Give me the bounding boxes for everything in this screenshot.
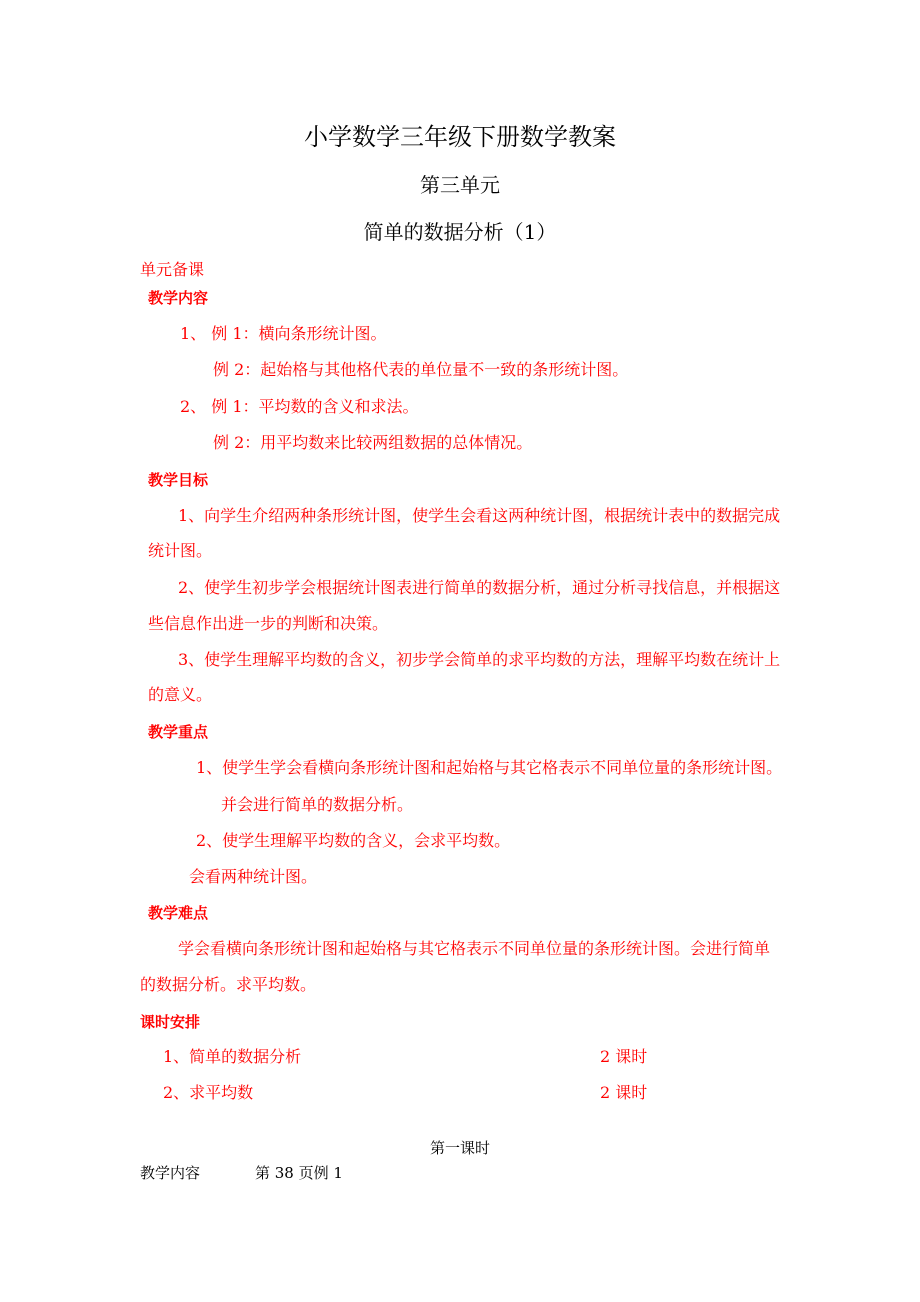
schedule-item-hours: 2 课时 [600, 1083, 648, 1102]
goals-line: 1、向学生介绍两种条形统计图，使学生会看这两种统计图，根据统计表中的数据完成 [178, 506, 781, 525]
schedule-item-name: 2、求平均数 [163, 1083, 254, 1102]
difficulties-line: 的数据分析。求平均数。 [140, 975, 317, 994]
goals-line: 2、使学生初步学会根据统计图表进行简单的数据分析，通过分析寻找信息，并根据这 [178, 578, 781, 597]
difficulties-line: 学会看横向条形统计图和起始格与其它格表示不同单位量的条形统计图。会进行简单 [178, 939, 771, 958]
key-points-heading: 教学重点 [148, 723, 209, 741]
lesson-title: 简单的数据分析（1） [363, 220, 557, 244]
first-lesson-heading: 第一课时 [429, 1139, 490, 1157]
schedule-heading: 课时安排 [140, 1013, 201, 1031]
first-lesson-content-label: 教学内容 [140, 1164, 201, 1182]
content-line: 例 2：起始格与其他格代表的单位量不一致的条形统计图。 [213, 360, 629, 379]
goals-heading: 教学目标 [148, 471, 209, 489]
goals-line: 统计图。 [148, 541, 213, 560]
goals-line: 3、使学生理解平均数的含义，初步学会简单的求平均数的方法，理解平均数在统计上 [178, 650, 781, 669]
schedule-item-name: 1、简单的数据分析 [163, 1047, 302, 1066]
key-points-line: 1、使学生学会看横向条形统计图和起始格与其它格表示不同单位量的条形统计图。 [196, 758, 783, 777]
content-line: 2、 例 1：平均数的含义和求法。 [180, 397, 419, 416]
first-lesson-content-value: 第 38 页例 1 [255, 1164, 343, 1182]
key-points-line: 会看两种统计图。 [189, 867, 318, 886]
difficulties-heading: 教学难点 [148, 904, 209, 922]
goals-line: 些信息作出进一步的判断和决策。 [148, 614, 389, 633]
document-title: 小学数学三年级下册数学教案 [304, 123, 616, 151]
unit-prep-label: 单元备课 [140, 260, 205, 279]
key-points-line: 2、使学生理解平均数的含义，会求平均数。 [196, 831, 511, 850]
content-heading: 教学内容 [148, 289, 209, 307]
content-line: 1、 例 1：横向条形统计图。 [180, 324, 387, 343]
content-line: 例 2：用平均数来比较两组数据的总体情况。 [213, 433, 533, 452]
unit-title: 第三单元 [420, 173, 500, 197]
schedule-item-hours: 2 课时 [600, 1047, 648, 1066]
key-points-line: 并会进行简单的数据分析。 [221, 795, 414, 814]
goals-line: 的意义。 [148, 685, 213, 704]
